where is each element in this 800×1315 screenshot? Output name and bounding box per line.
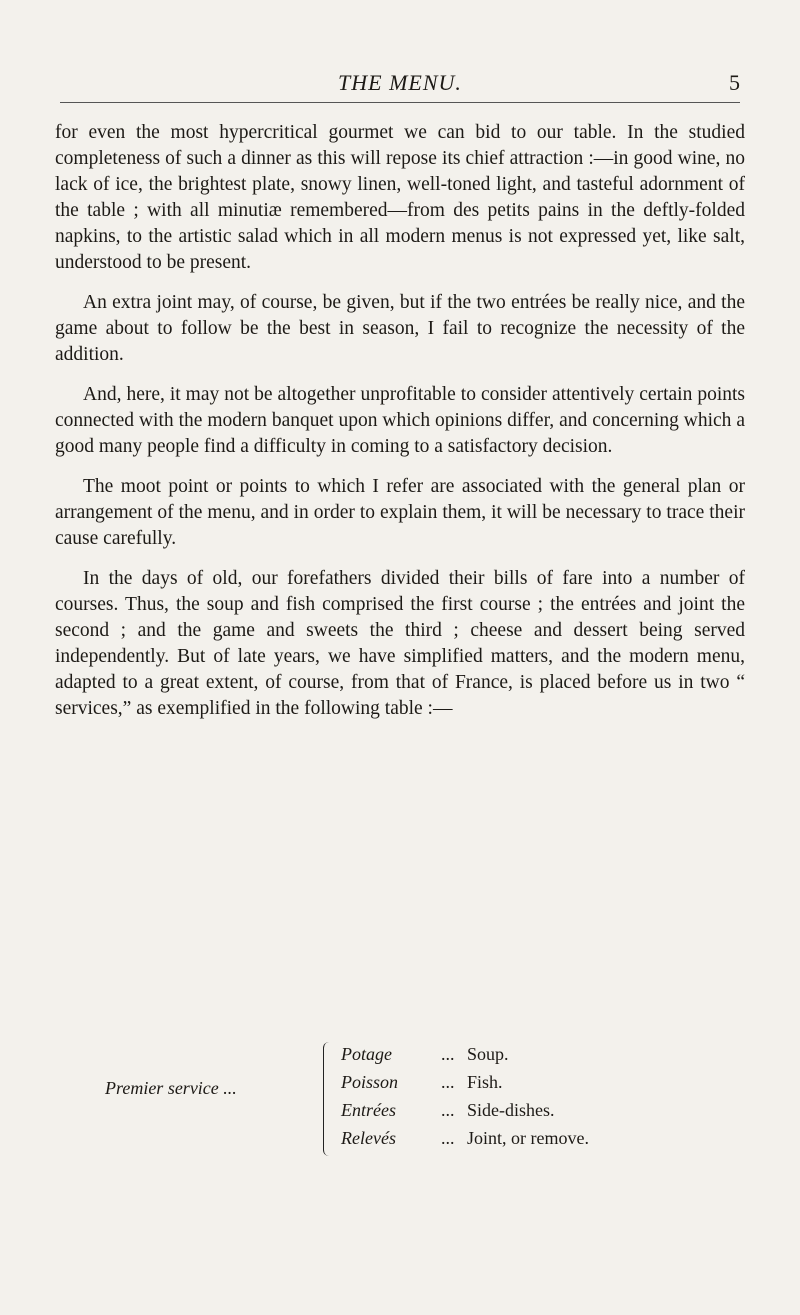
menu-english-term: Soup.	[467, 1044, 509, 1064]
paragraph-1: for even the most hypercritical gourmet we can bid to our table. In the studied completeness of such a dinner as this will repose its chief attraction :—in good wine, no lack of ice, the brightest plate, snowy linen, well-toned light, and tasteful adornment of the table ; with all minutiæ remembered—from des petits pains in the deftly-folded napkins, to the artistic salad which in all modern menus is not expressed yet, like salt, understood to be present.	[55, 122, 745, 273]
menu-leader-dots: ...	[441, 1044, 455, 1064]
menu-english-term: Fish.	[467, 1072, 503, 1092]
paragraph-3: And, here, it may not be altogether unprofitable to consider attentively certain points connected with the modern banquet upon which opinions differ, and concerning which a good many people find a difficulty in coming to a satisfactory decision.	[55, 384, 745, 457]
menu-english-term: Joint, or remove.	[467, 1128, 589, 1148]
premier-service-label: Premier service ...	[105, 1078, 237, 1098]
menu-french-term: Entrées	[341, 1100, 396, 1120]
running-title: THE MENU.	[338, 70, 462, 95]
menu-table	[105, 1040, 725, 1160]
menu-leader-dots: ...	[441, 1128, 455, 1148]
page-number: 5	[729, 70, 740, 95]
header-rule	[60, 102, 740, 103]
paragraph-4: The moot point or points to which I refer are associated with the general plan or arrangement of the menu, and in order to explain them, it will be necessary to trace their cause carefully.	[55, 476, 745, 549]
menu-row	[341, 1040, 589, 1068]
menu-row	[341, 1068, 589, 1096]
brace	[323, 1042, 334, 1156]
menu-row	[341, 1096, 589, 1124]
menu-leader-dots: ...	[441, 1072, 455, 1092]
premier-service-group	[105, 1040, 725, 1160]
menu-row	[341, 1124, 589, 1152]
menu-french-term: Poisson	[341, 1072, 399, 1092]
menu-leader-dots: ...	[441, 1100, 455, 1120]
menu-english-term: Side-dishes.	[467, 1100, 555, 1120]
paragraph-5: In the days of old, our forefathers divided their bills of fare into a number of courses. Thus, the soup and fish comprised the first course ; the entrées and joint the second ; and the game and sweets the third ; cheese and dessert being served independently. But of late years, we have simplified matters, and the modern menu, adapted to a great extent, of course, from that of France, is placed before us in two “ services,” as exemplified in the following table :—	[55, 568, 745, 719]
menu-items	[341, 1040, 589, 1152]
body-text	[55, 120, 745, 736]
menu-french-term: Relevés	[341, 1128, 396, 1148]
paragraph-2: An extra joint may, of course, be given, but if the two entrées be really nice, and the game about to follow be the best in season, I fail to recognize the necessity of the addition.	[55, 292, 745, 365]
running-header	[60, 60, 740, 100]
menu-french-term: Potage	[341, 1044, 392, 1064]
